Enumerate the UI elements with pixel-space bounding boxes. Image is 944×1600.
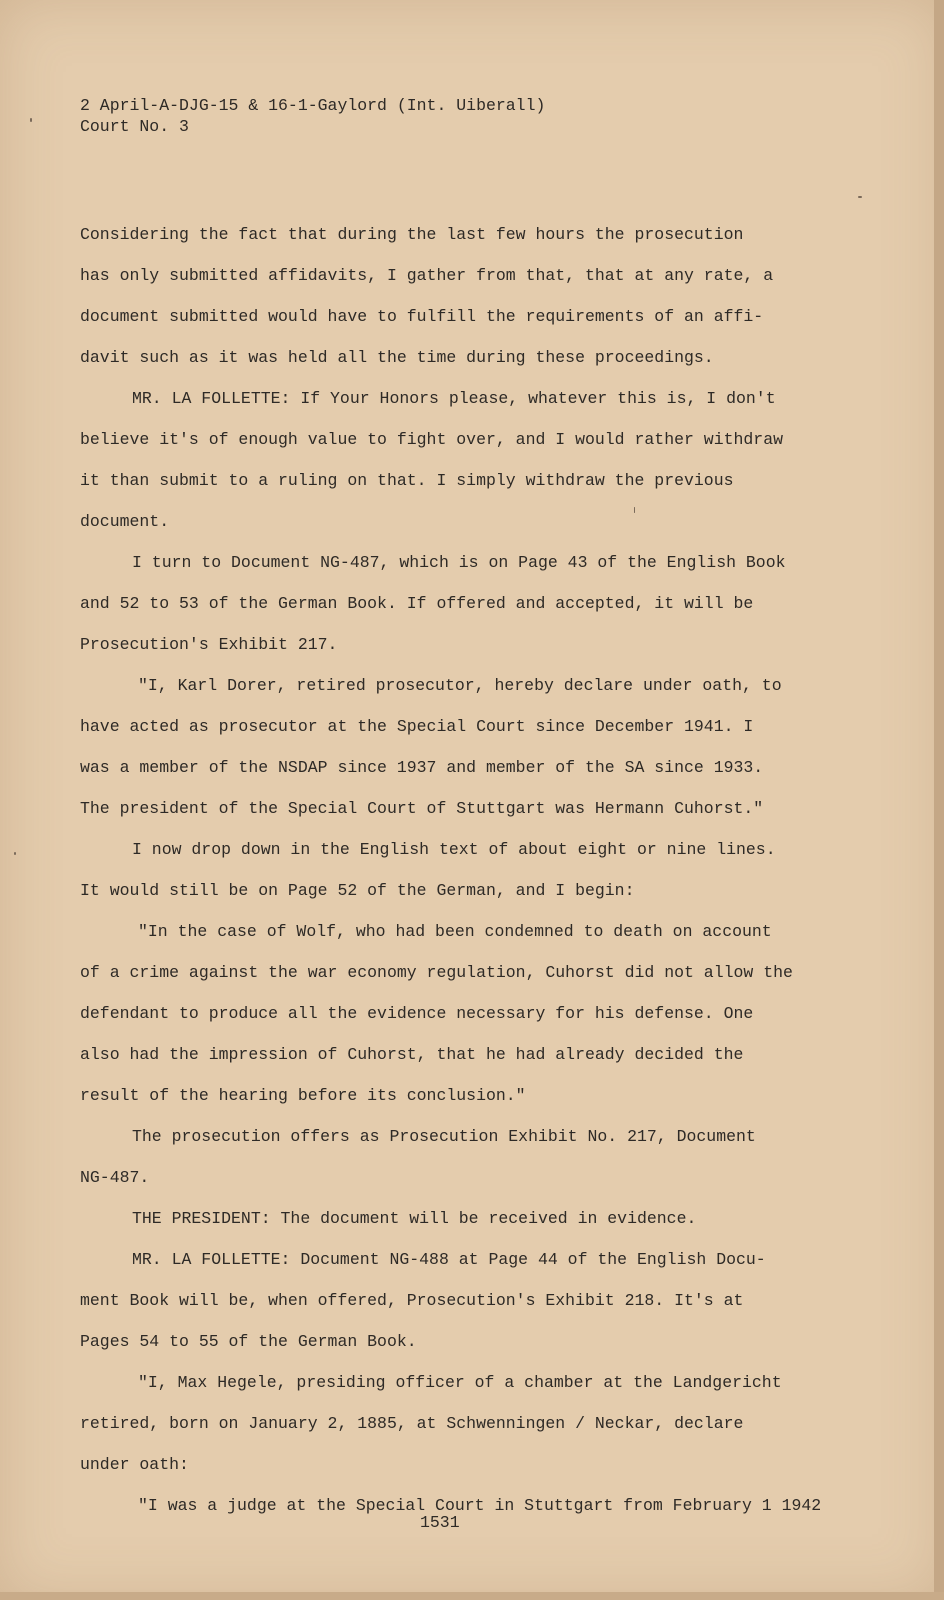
document-header [80, 95, 545, 137]
transcript-line: has only submitted affidavits, I gather from that, that at any rate, a [80, 266, 774, 285]
transcript-body [80, 214, 840, 1526]
transcript-line: Pages 54 to 55 of the German Book. [80, 1332, 417, 1351]
transcript-line: believe it's of enough value to fight over, and I would rather withdraw [80, 430, 784, 449]
header-case-line: 2 April-A-DJG-15 & 16-1-Gaylord (Int. Uiberall) [80, 96, 546, 115]
transcript-line: retired, born on January 2, 1885, at Schwenningen / Neckar, declare [80, 1414, 744, 1433]
transcript-line: of a crime against the war economy regulation, Cuhorst did not allow the [80, 963, 793, 982]
transcript-line: ment Book will be, when offered, Prosecution's Exhibit 218. It's at [80, 1291, 744, 1310]
transcript-line: I turn to Document NG-487, which is on Page 43 of the English Book [132, 553, 786, 572]
transcript-line: MR. LA FOLLETTE: Document NG-488 at Page 44 of the English Docu- [132, 1250, 766, 1269]
transcript-line: The president of the Special Court of Stuttgart was Hermann Cuhorst." [80, 799, 764, 818]
transcript-line: have acted as prosecutor at the Special Court since December 1941. I [80, 717, 754, 736]
paper-speck [858, 196, 862, 198]
transcript-line: I now drop down in the English text of about eight or nine lines. [132, 840, 776, 859]
transcript-line: THE PRESIDENT: The document will be received in evidence. [132, 1209, 697, 1228]
transcript-line: Prosecution's Exhibit 217. [80, 635, 338, 654]
transcript-line: "I, Karl Dorer, retired prosecutor, hereby declare under oath, to [138, 676, 782, 695]
transcript-line: "I was a judge at the Special Court in Stuttgart from February 1 1942 [138, 1496, 822, 1515]
transcript-line: davit such as it was held all the time during these proceedings. [80, 348, 714, 367]
transcript-line: The prosecution offers as Prosecution Exhibit No. 217, Document [132, 1127, 756, 1146]
page-edge-bottom [0, 1592, 944, 1600]
paper-speck [634, 507, 635, 513]
header-court-line: Court No. 3 [80, 117, 189, 136]
transcript-line: document submitted would have to fulfill the requirements of an affi- [80, 307, 764, 326]
transcript-line: also had the impression of Cuhorst, that he had already decided the [80, 1045, 744, 1064]
transcript-line: defendant to produce all the evidence necessary for his defense. One [80, 1004, 754, 1023]
transcript-line: result of the hearing before its conclusion." [80, 1086, 526, 1105]
transcript-line: Considering the fact that during the last few hours the prosecution [80, 225, 744, 244]
transcript-line: "In the case of Wolf, who had been condemned to death on account [138, 922, 772, 941]
page-number: 1531 [420, 1513, 460, 1532]
transcript-line: was a member of the NSDAP since 1937 and member of the SA since 1933. [80, 758, 764, 777]
paper-speck [30, 118, 32, 122]
transcript-line: MR. LA FOLLETTE: If Your Honors please, whatever this is, I don't [132, 389, 776, 408]
transcript-line: NG-487. [80, 1168, 150, 1187]
transcript-line: It would still be on Page 52 of the German, and I begin: [80, 881, 635, 900]
transcript-line: and 52 to 53 of the German Book. If offered and accepted, it will be [80, 594, 754, 613]
page-edge-right [934, 0, 944, 1600]
paper-speck [14, 852, 16, 855]
transcript-line: under oath: [80, 1455, 189, 1474]
transcript-line: it than submit to a ruling on that. I simply withdraw the previous [80, 471, 734, 490]
transcript-line: "I, Max Hegele, presiding officer of a chamber at the Landgericht [138, 1373, 782, 1392]
transcript-line: document. [80, 512, 170, 531]
